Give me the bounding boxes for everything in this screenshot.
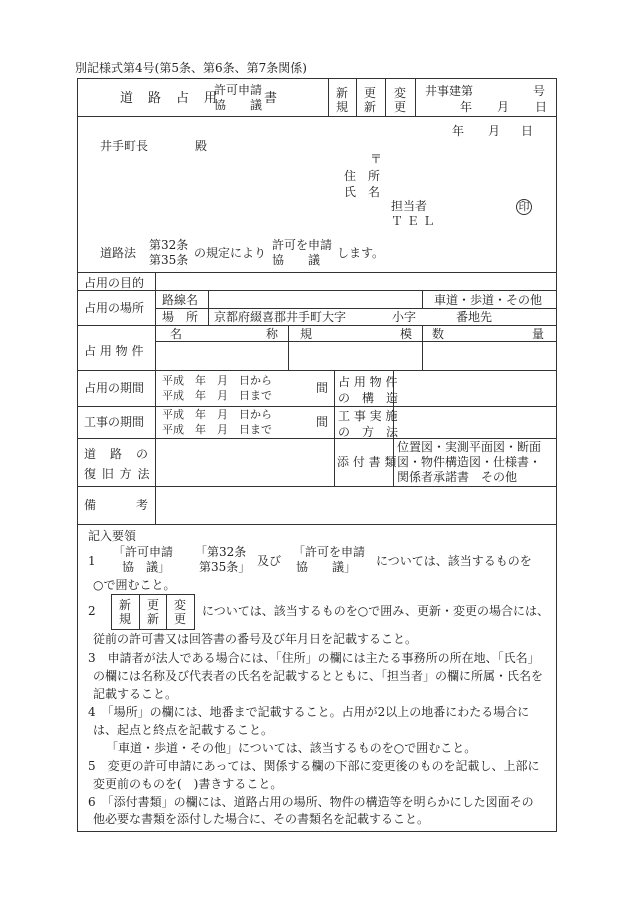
inst1-quote1b: 協 議」: [122, 560, 171, 574]
inst6-line2: 他必要な書類を添付した場合に、その書類名を記載すること。: [93, 812, 430, 826]
permit-number-label: 井事建第: [425, 84, 474, 98]
inst3-line2: の欄には名称及び代表者の氏名を記載するとともに、「担当者」の欄に所属・氏名を: [93, 669, 544, 683]
permit-year: 年: [460, 100, 473, 114]
contact-label: 担当者: [391, 199, 428, 213]
inst1-quote3a: 「許可を申請: [293, 545, 366, 559]
form-number: 別記様式第4号(第5条、第6条、第7条関係): [75, 61, 307, 75]
inst2-renew: 更 新: [147, 598, 160, 626]
work-method-label: 工 事 実 施 の 方 法: [338, 409, 399, 439]
request-permit[interactable]: 許可を申請: [272, 238, 333, 252]
occupancy-period-label: 占用の期間: [84, 381, 145, 395]
work-from[interactable]: 平成 年 月 日から: [162, 408, 272, 421]
obj-qty-header: 数 量: [432, 327, 544, 341]
addressee: 井手町長: [100, 139, 149, 153]
route-name-label: 路線名: [162, 293, 199, 307]
title-suffix: 書: [264, 91, 278, 106]
structure-label: 占 用 物 件 の 構 造: [338, 375, 399, 405]
inst4-line1: 4 「場所」の欄には、地番まで記載すること。占用が2以上の地番にわたる場合に: [88, 705, 530, 719]
inst6-line1: 6 「添付書類」の欄には、道路占用の場所、物件の構造等を明らかにした図面その: [88, 795, 534, 809]
restoration-label: 道 路 の 復 旧 方 法: [84, 447, 151, 481]
request-consult[interactable]: 協 議: [272, 253, 321, 267]
inst4-line3: 「車道・歩道・その他」については、該当するものを○で囲むこと。: [106, 741, 477, 755]
work-between: 間: [316, 415, 329, 429]
inst5-line2: 変更前のものを( )書きすること。: [93, 777, 283, 791]
inst4-line2: は、起点と終点を記載すること。: [93, 723, 274, 737]
attachments-list[interactable]: 位置図・実測平面図・断面 図・物件構造図・仕様書・ 関係者承諾書 その他: [397, 440, 542, 484]
permit-day: 日: [535, 100, 548, 114]
article-32[interactable]: 第32条: [149, 238, 189, 252]
inst1-quote3b: 協 議」: [296, 560, 357, 574]
inst3-line3: 記載すること。: [93, 687, 178, 701]
title-option-permit[interactable]: 許可申請: [214, 83, 263, 97]
koaza-label: 小字: [392, 310, 417, 324]
address-label: 住 所: [344, 169, 381, 183]
inst2-number: 2: [88, 604, 96, 618]
instructions-heading: 記入要領: [88, 529, 137, 543]
type-change[interactable]: 変 更: [394, 86, 407, 114]
inst2-line2: 従前の許可書又は回答書の番号及び年月日を記載すること。: [93, 632, 418, 646]
honorific: 殿: [195, 139, 208, 153]
inst1-quote2a: 「第32条: [195, 545, 247, 559]
purpose-field[interactable]: [157, 274, 554, 289]
obj-name-header: 名 称: [170, 327, 278, 341]
seal-icon: 印: [516, 199, 532, 215]
remarks-label: 備 考: [84, 498, 148, 512]
work-to[interactable]: 平成 年 月 日まで: [162, 423, 272, 436]
inst1-and: 及び: [257, 554, 282, 568]
route-name-field[interactable]: [210, 292, 420, 307]
inst1-number: 1: [88, 554, 96, 568]
attachments-label: 添 付 書 類: [337, 455, 397, 469]
inst1-quote1a: 「許可申請: [113, 545, 174, 559]
occupancy-to[interactable]: 平成 年 月 日まで: [162, 389, 272, 402]
postal-mark: 〒: [370, 152, 383, 166]
tel-label: Ｔ Ｅ Ｌ: [391, 214, 435, 228]
location-label: 占用の場所: [84, 301, 145, 315]
apply-day: 日: [521, 124, 534, 138]
law-label: 道路法: [100, 246, 137, 260]
inst5-line1: 5 変更の許可申請にあっては、関係する欄の下部に変更後のものを記載し、上部に: [88, 759, 540, 773]
banchi-label: 番地先: [456, 310, 493, 324]
inst1-tail: については、該当するものを: [376, 554, 532, 568]
inst3-line1: 3 申請者が法人である場合には、「住所」の欄には主たる事務所の所在地、「氏名」: [88, 651, 540, 665]
form-title: 道 路 占 用: [120, 91, 219, 106]
road-type-options[interactable]: 車道・歩道・その他: [434, 293, 543, 307]
request-suffix: します。: [337, 246, 385, 260]
name-label: 氏 名: [344, 185, 381, 199]
type-renew[interactable]: 更 新: [364, 86, 377, 114]
permit-month: 月: [497, 100, 510, 114]
article-35[interactable]: 第35条: [149, 253, 189, 267]
obj-spec-header: 規 模: [300, 327, 412, 341]
work-period-label: 工事の期間: [84, 415, 145, 429]
title-option-consult[interactable]: 協 議: [214, 98, 263, 112]
inst1-quote2b: 第35条」: [199, 560, 251, 574]
inst2-tail: については、該当するものを○で囲み、更新・変更の場合には、: [202, 604, 549, 618]
inst1-line2: ○で囲むこと。: [93, 578, 176, 592]
permit-number-go: 号: [533, 84, 546, 98]
apply-year: 年: [452, 124, 465, 138]
purpose-label: 占用の目的: [84, 276, 145, 290]
type-new[interactable]: 新 規: [336, 86, 349, 114]
occupancy-between: 間: [316, 381, 329, 395]
inst2-change: 変 更: [174, 598, 187, 626]
objects-label: 占 用 物 件: [84, 344, 144, 358]
inst2-new: 新 規: [119, 598, 132, 626]
occupancy-from[interactable]: 平成 年 月 日から: [162, 374, 272, 387]
place-value: 京都府綴喜郡井手町大字: [214, 310, 347, 324]
place-label: 場 所: [162, 310, 199, 324]
apply-month: 月: [488, 124, 501, 138]
provision-text: の規定により: [194, 246, 267, 260]
